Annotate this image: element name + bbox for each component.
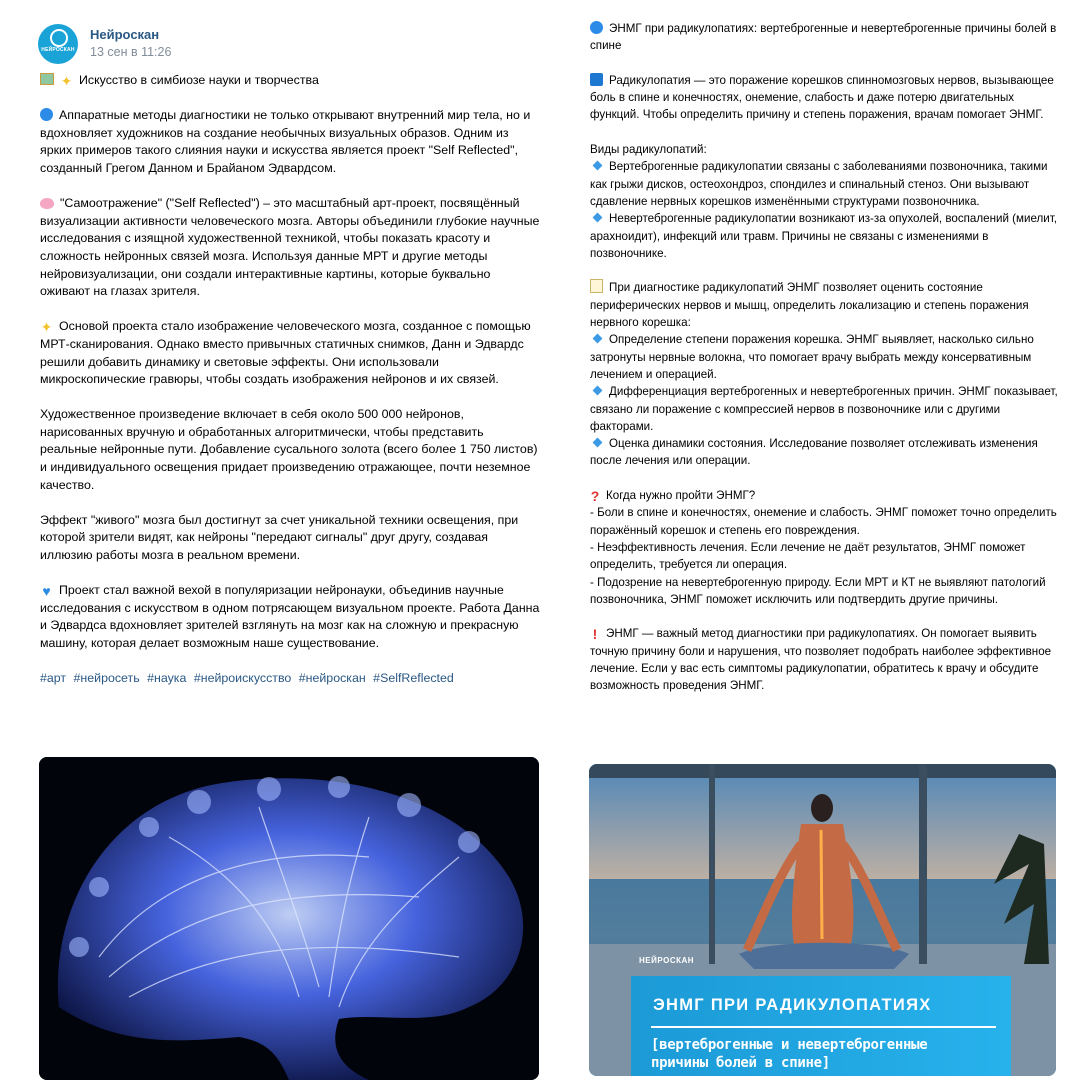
avatar[interactable] bbox=[38, 24, 78, 64]
post-title: ЭНМГ при радикулопатиях: вертеброгенные и невертеброгенные причины болей в спине bbox=[590, 22, 1057, 53]
post-text bbox=[590, 20, 1065, 712]
paragraph: "Самоотражение" ("Self Reflected") – это масштабный арт-проект, посвящённый визуализации активности человеческого мозга. Авторы объединили глубокие научные исследования с изящной художественной техникой, чтобы показать красоту и сложность нейронных связей мозга. Используя данные МРТ и другие методы нейровизуализации, они создали интерактивные картины, которые буквально оживают на глазах зрителя. bbox=[40, 196, 540, 299]
diamond-icon bbox=[593, 213, 603, 223]
paragraph: Художественное произведение включает в себя около 500 000 нейронов, нарисованных вручную и обработанных алгоритмически, чтобы представить реальные нейронные пути. Добавление сусального золота (всего более 1 750 листов) и индивидуального освещения придает произведению отражающее, почти неземное качество. bbox=[40, 407, 538, 492]
hashtag-link[interactable]: #нейроискусство bbox=[193, 671, 292, 686]
picture-icon bbox=[40, 73, 54, 85]
author-name[interactable]: Нейроскан bbox=[90, 27, 160, 42]
banner-title: ЭНМГ ПРИ РАДИКУЛОПАТИЯХ bbox=[653, 996, 932, 1014]
exclamation-icon: ! bbox=[592, 626, 598, 643]
hashtag-link[interactable]: #наука bbox=[147, 671, 187, 686]
banner-subtitle-line: причины болей в спине] bbox=[651, 1055, 830, 1071]
paragraph: Эффект "живого" мозга был достигнут за счет уникальной техники освещения, при которой зрители видят, как нейроны "передают сигналы" друг другу, создавая иллюзию работы мозга в реальном времени. bbox=[40, 512, 519, 563]
when-heading: Когда нужно пройти ЭНМГ? bbox=[606, 489, 756, 503]
hashtag-link[interactable]: #SelfReflected bbox=[373, 671, 454, 686]
types-heading: Виды радикулопатий: bbox=[590, 143, 707, 157]
paragraph: ЭНМГ — важный метод диагностики при радикулопатиях. Он помогает выявить точную причину боли и нарушения, что позволяет подобрать наиболее эффективное лечение. Если у вас есть симптомы радикулопатии, обратитесь к врачу и обсудите возможность проведения ЭНМГ. bbox=[590, 627, 1052, 693]
list-item: Дифференциация вертеброгенных и невертеброгенных причин. ЭНМГ показывает, связано ли поражение с компрессией нервов в позвоночнике или с другими факторами. bbox=[590, 385, 1058, 433]
list-item: - Подозрение на невертеброгенную природу. Если МРТ и КТ не выявляют патологий позвоночника, ЭНМГ поможет исключить или подтвердить другие причины. bbox=[590, 575, 1046, 606]
post-text bbox=[40, 72, 540, 705]
diamond-icon bbox=[593, 334, 603, 344]
memo-icon bbox=[590, 279, 603, 293]
brain-icon bbox=[40, 198, 54, 209]
hashtag-link[interactable]: #нейроскан bbox=[298, 671, 366, 686]
paragraph: Аппаратные методы диагностики не только открывают внутренний мир тела, но и вдохновляет художников на создание необычных визуальных образов. Одним из ярких примеров такого слияния науки и искусства является проект "Self Reflected", созданный Грегом Данном и Брайаном Эдвардсом. bbox=[40, 108, 531, 175]
brand-logo: НЕЙРОСКАН bbox=[639, 956, 695, 965]
hashtag-link[interactable]: #арт bbox=[40, 671, 67, 686]
list-item: - Боли в спине и конечностях, онемение и слабость. ЭНМГ поможет точно определить поражённый корешок и степень его повреждения. bbox=[590, 506, 1057, 537]
paragraph: Радикулопатия — это поражение корешков спинномозговых нервов, вызывающее боль в спине и конечностях, онемение, слабость и даже потерю двигательных функций. Чтобы определить причину и степень поражения, врачам помогает ЭНМГ. bbox=[590, 73, 1054, 122]
hashtags bbox=[40, 670, 540, 688]
sparkles-icon: ✦ bbox=[40, 319, 53, 336]
yoga-promo-image[interactable] bbox=[589, 764, 1056, 1076]
paragraph: При диагностике радикулопатий ЭНМГ позволяет оценить состояние периферических нервов и мышц, определить локализацию и степень поражения нервного корешка: bbox=[590, 281, 1029, 330]
blue-square-icon bbox=[590, 73, 603, 86]
right-post bbox=[560, 0, 1080, 1080]
post-date[interactable]: 13 сен в 11:26 bbox=[90, 45, 172, 59]
blue-heart-icon: ♥ bbox=[42, 583, 51, 600]
diamond-icon bbox=[593, 438, 603, 448]
paragraph: Основой проекта стало изображение человеческого мозга, созданное с помощью МРТ-сканирования. Однако вместо привычных статичных снимков, Данн и Эдвардс решили добавить динамику и световые эффекты. Они использовали микроскопические гравюры, чтобы создать изображения нейронов и их связей. bbox=[40, 319, 531, 387]
list-item: Оценка динамики состояния. Исследование позволяет отслеживать изменения после лечения или операции. bbox=[590, 437, 1038, 468]
banner-subtitle bbox=[651, 1036, 927, 1072]
hashtag-link[interactable]: #нейросеть bbox=[73, 671, 140, 686]
diamond-icon bbox=[593, 386, 603, 396]
list-item: Определение степени поражения корешка. ЭНМГ выявляет, насколько сильно затронуты нервные волокна, что помогает врачу выбрать между консервативным лечением и операцией. bbox=[590, 333, 1034, 381]
blue-circle-icon bbox=[40, 108, 53, 121]
blue-circle-icon bbox=[590, 21, 603, 34]
brain-artwork-image[interactable] bbox=[39, 757, 539, 1080]
diamond-icon bbox=[593, 161, 603, 171]
list-item: Вертеброгенные радикулопатии связаны с заболеваниями позвоночника, такими как грыжи дисков, остеохондроз, спондилез и спинальный стеноз. Они вызывают сдавление нервных корешков изменёнными структурами позвоночника. bbox=[590, 160, 1048, 208]
sparkles-icon: ✦ bbox=[60, 73, 73, 89]
list-item: - Неэффективность лечения. Если лечение не даёт результатов, ЭНМГ поможет определить, требуется ли операция. bbox=[590, 540, 1026, 572]
paragraph: Проект стал важной вехой в популяризации нейронауки, объединив научные исследования с искусством в одном потрясающем визуальном проекте. Работа Данна и Эдвардса вдохновляет зрителей взглянуть на мозг как на сложную и прекрасную машину, которая делает возможным наше существование. bbox=[40, 583, 540, 650]
promo-banner bbox=[631, 976, 1011, 1076]
banner-subtitle-line: [вертеброгенные и невертеброгенные bbox=[651, 1037, 928, 1053]
banner-divider bbox=[651, 1026, 996, 1028]
post-title: Искусство в симбиозе науки и творчества bbox=[79, 73, 319, 87]
list-item: Невертеброгенные радикулопатии возникают из-за опухолей, воспалений (миелит, арахноидит), инфекций или травм. Причины не связаны с изменениями в позвоночнике. bbox=[590, 212, 1058, 260]
avatar-label: НЕЙРОСКАН bbox=[41, 47, 75, 53]
question-mark-icon: ? bbox=[590, 488, 600, 505]
